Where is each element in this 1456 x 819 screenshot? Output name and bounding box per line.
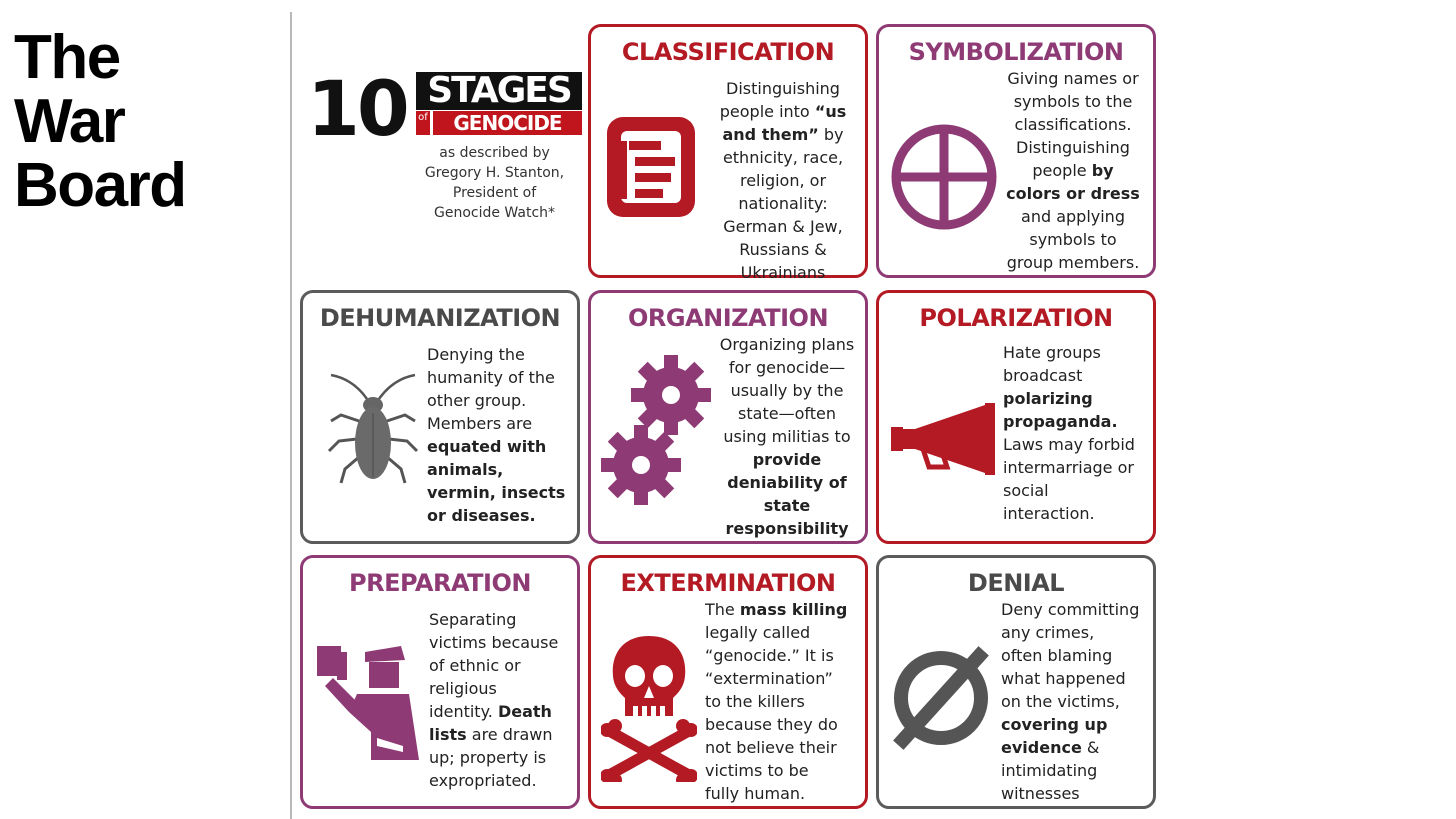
- card-description: [997, 67, 1149, 274]
- desc-emphasis: by colors or dress: [1006, 161, 1140, 203]
- desc-text: Deny committing any crimes, often blaming what happened on the victims,: [1001, 600, 1140, 711]
- card-title: EXTERMINATION: [620, 569, 836, 597]
- desc-text: Separating victims because of ethnic or religious identity.: [429, 610, 559, 721]
- desc-text: Hate groups broadcast: [1003, 343, 1101, 385]
- card-dehumanization: [300, 290, 580, 544]
- credit-line: Genocide Watch*: [433, 205, 556, 221]
- card-title: DEHUMANIZATION: [319, 304, 561, 332]
- card-classification: [588, 24, 868, 282]
- cockroach-icon: [323, 369, 423, 489]
- card-extermination: [588, 555, 868, 809]
- card-description: [1001, 598, 1155, 805]
- megaphone-icon: [889, 401, 999, 477]
- desc-text: Denying the humanity of the other group. Members are: [427, 345, 555, 433]
- desc-emphasis: Death lists: [429, 702, 552, 744]
- credit-text: [407, 143, 582, 223]
- brand-line: Board: [14, 151, 186, 220]
- card-title: PREPARATION: [349, 569, 531, 597]
- desc-text: Organizing plans for genocide— usually by the state—often using militias to: [719, 335, 855, 446]
- card-polarization: [876, 290, 1156, 544]
- card-title: DENIAL: [967, 569, 1065, 597]
- card-title: POLARIZATION: [919, 304, 1113, 332]
- stages-label: STAGES: [416, 72, 582, 110]
- poster-heading: [307, 64, 582, 287]
- genocide-label: GENOCIDE: [433, 111, 582, 135]
- card-description: [427, 343, 577, 527]
- list-document-icon: [603, 113, 699, 221]
- card-description: [429, 608, 577, 792]
- card-description: [709, 333, 865, 540]
- card-preparation: [300, 555, 580, 809]
- brand-line: The: [14, 23, 120, 92]
- card-description: [1003, 341, 1153, 525]
- prohibited-sign-icon: [887, 644, 995, 752]
- desc-text: Distinguishing people into: [719, 79, 840, 121]
- credit-line: Gregory H. Stanton,: [424, 165, 565, 181]
- card-description: [707, 77, 859, 284]
- credit-line: as described by: [439, 145, 550, 161]
- card-organization: [588, 290, 868, 544]
- desc-text: Giving names or symbols to the classifications. Distinguishing people: [1007, 69, 1139, 180]
- card-title: CLASSIFICATION: [621, 38, 835, 66]
- genocide-stages-infographic: [292, 12, 1165, 819]
- desc-emphasis: “us and them”: [722, 102, 847, 144]
- desc-text: are drawn up; property is expropriated.: [429, 725, 553, 790]
- card-denial: [876, 555, 1156, 809]
- desc-emphasis: provide deniability of state responsibility: [725, 450, 849, 538]
- brand-title: [14, 23, 244, 220]
- card-description: [705, 598, 865, 805]
- desc-emphasis: mass killing: [739, 600, 848, 619]
- card-symbolization: [876, 24, 1156, 278]
- card-title: ORGANIZATION: [627, 304, 829, 332]
- desc-text: legally called “genocide.” It is “extermination” to the killers because they do not believe their victims to be fully human.: [705, 623, 838, 803]
- brand-line: War: [14, 87, 125, 156]
- desc-text: by ethnicity, race, religion, or nationality: German & Jew, Russians & Ukrainians: [722, 125, 844, 282]
- card-title: SYMBOLIZATION: [908, 38, 1124, 66]
- gears-icon: [599, 349, 711, 509]
- of-label: of: [416, 111, 430, 135]
- credit-line: President of: [452, 185, 537, 201]
- desc-emphasis: equated with animals, vermin, insects or diseases.: [427, 437, 566, 525]
- officer-with-list-icon: [313, 642, 425, 762]
- cross-circle-icon: [889, 122, 999, 232]
- desc-text: & intimidating witnesses: [1001, 738, 1100, 803]
- stage-count: 10: [307, 64, 407, 153]
- desc-emphasis: covering up evidence: [1001, 715, 1108, 757]
- desc-emphasis: polarizing propaganda.: [1003, 389, 1118, 431]
- desc-text: and applying symbols to group members.: [1006, 207, 1140, 272]
- desc-text: The: [705, 600, 740, 619]
- desc-text: Laws may forbid intermarriage or social interaction.: [1003, 435, 1135, 523]
- skull-crossbones-icon: [601, 632, 697, 782]
